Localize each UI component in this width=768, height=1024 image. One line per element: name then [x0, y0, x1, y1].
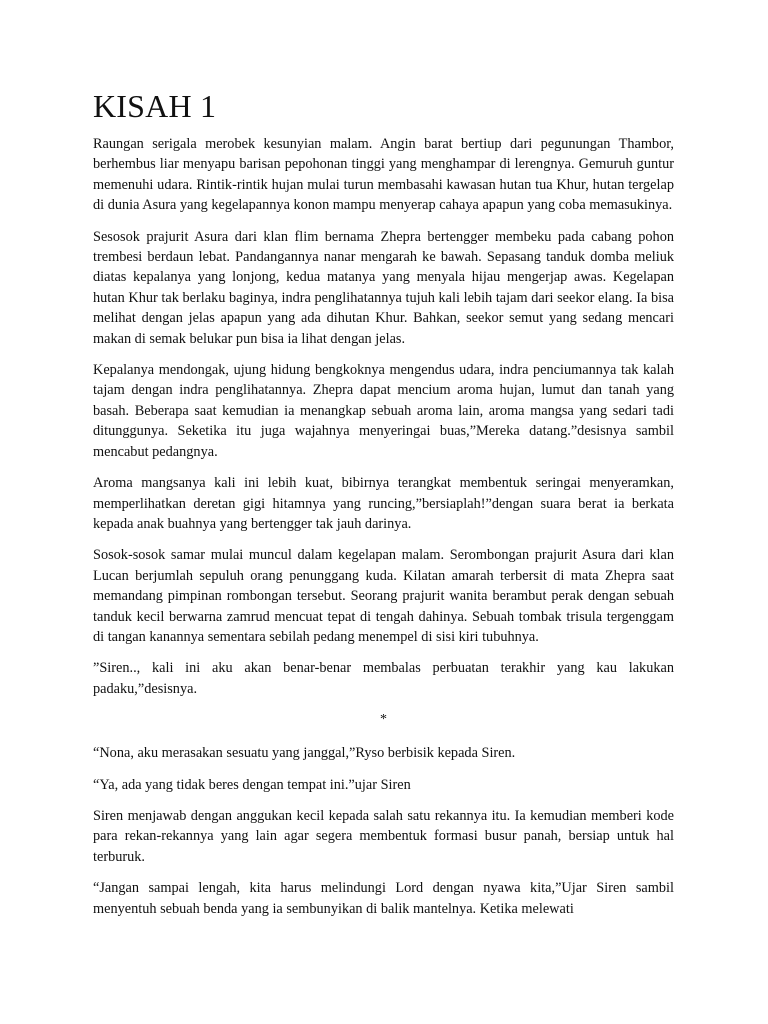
paragraph-7: “Nona, aku merasakan sesuatu yang janggal,”Ryso berbisik kepada Siren. [93, 745, 516, 762]
paragraph-1: Raungan serigala merobek kesunyian malam. Angin barat bertiup dari pegunungan Thambor, berhembus liar menyapu barisan pepohonan tinggi yang menghampar di lerengnya. Gemuruh guntur memenuhi udara. Rintik-rintik hujan mulai turun membasahi kawasan hutan tua Khur, hutan tergelap di dunia Asura yang kegelapannya konon mampu menyerap cahaya apapun yang coba memasukinya. [93, 136, 674, 214]
document-page [93, 88, 674, 919]
scene-separator: * [380, 712, 387, 728]
paragraph-5: Sosok-sosok samar mulai muncul dalam kegelapan malam. Serombongan prajurit Asura dari klan Lucan berjumlah sepuluh orang penunggang kuda. Kilatan amarah terbersit di mata Zhepra saat memandang pimpinan rombongan tersebut. Seorang prajurit wanita berambut perak dengan sebuah tanduk kecil berwarna zamrud mencuat tepat di tengah dahinya. Sebuah tombak trisula tergenggam di tangan kanannya sementara sebilah pedang menempel di sisi kiri tubuhnya. [93, 547, 674, 645]
paragraph-8: “Ya, ada yang tidak beres dengan tempat ini.”ujar Siren [93, 776, 411, 793]
paragraph-10: “Jangan sampai lengah, kita harus melindungi Lord dengan nyawa kita,”Ujar Siren sambil menyentuh sebuah benda yang ia sembunyikan di balik mantelnya. Ketika melewati [93, 880, 674, 917]
paragraph-4: Aroma mangsanya kali ini lebih kuat, bibirnya terangkat membentuk seringai menyeramkan, memperlihatkan deretan gigi hitamnya yang runcing,”bersiaplah!”dengan suara berat ia berkata kepada anak buahnya yang bertengger tak jauh darinya. [93, 475, 674, 532]
paragraph-3: Kepalanya mendongak, ujung hidung bengkoknya mengendus udara, indra penciumannya tak kalah tajam dengan indra penglihatannya. Zhepra dapat mencium aroma hujan, lumut dan tanah yang basah. Beberapa saat kemudian ia menangkap sebuah aroma lain, aroma mangsa yang sedari tadi ditunggunya. Seketika itu juga wajahnya menyeringai buas,”Mereka datang.”desisnya sambil mencabut pedangnya. [93, 362, 674, 460]
chapter-title: KISAH 1 [93, 88, 217, 124]
paragraph-6: ”Siren.., kali ini aku akan benar-benar membalas perbuatan terakhir yang kau lakukan padaku,”desisnya. [93, 660, 674, 697]
paragraph-2: Sesosok prajurit Asura dari klan flim bernama Zhepra bertengger membeku pada cabang pohon trembesi berdaun lebat. Pandangannya nanar mengarah ke bawah. Sepasang tanduk domba meliuk diatas kepalanya yang lonjong, kedua matanya yang menyala hijau mengerjap awas. Kegelapan hutan Khur tak berlaku baginya, indra penglihatannya tujuh kali lebih tajam dari seekor elang. Ia bisa melihat dengan jelas apapun yang ada dihutan Khur. Bahkan, seekor semut yang sedang mencari makan di semak belukar pun bisa ia lihat dengan jelas. [93, 228, 674, 347]
paragraph-9: Siren menjawab dengan anggukan kecil kepada salah satu rekannya itu. Ia kemudian memberi kode para rekan-rekannya yang lain agar segera membentuk formasi busur panah, bersiap untuk hal terburuk. [93, 807, 674, 865]
